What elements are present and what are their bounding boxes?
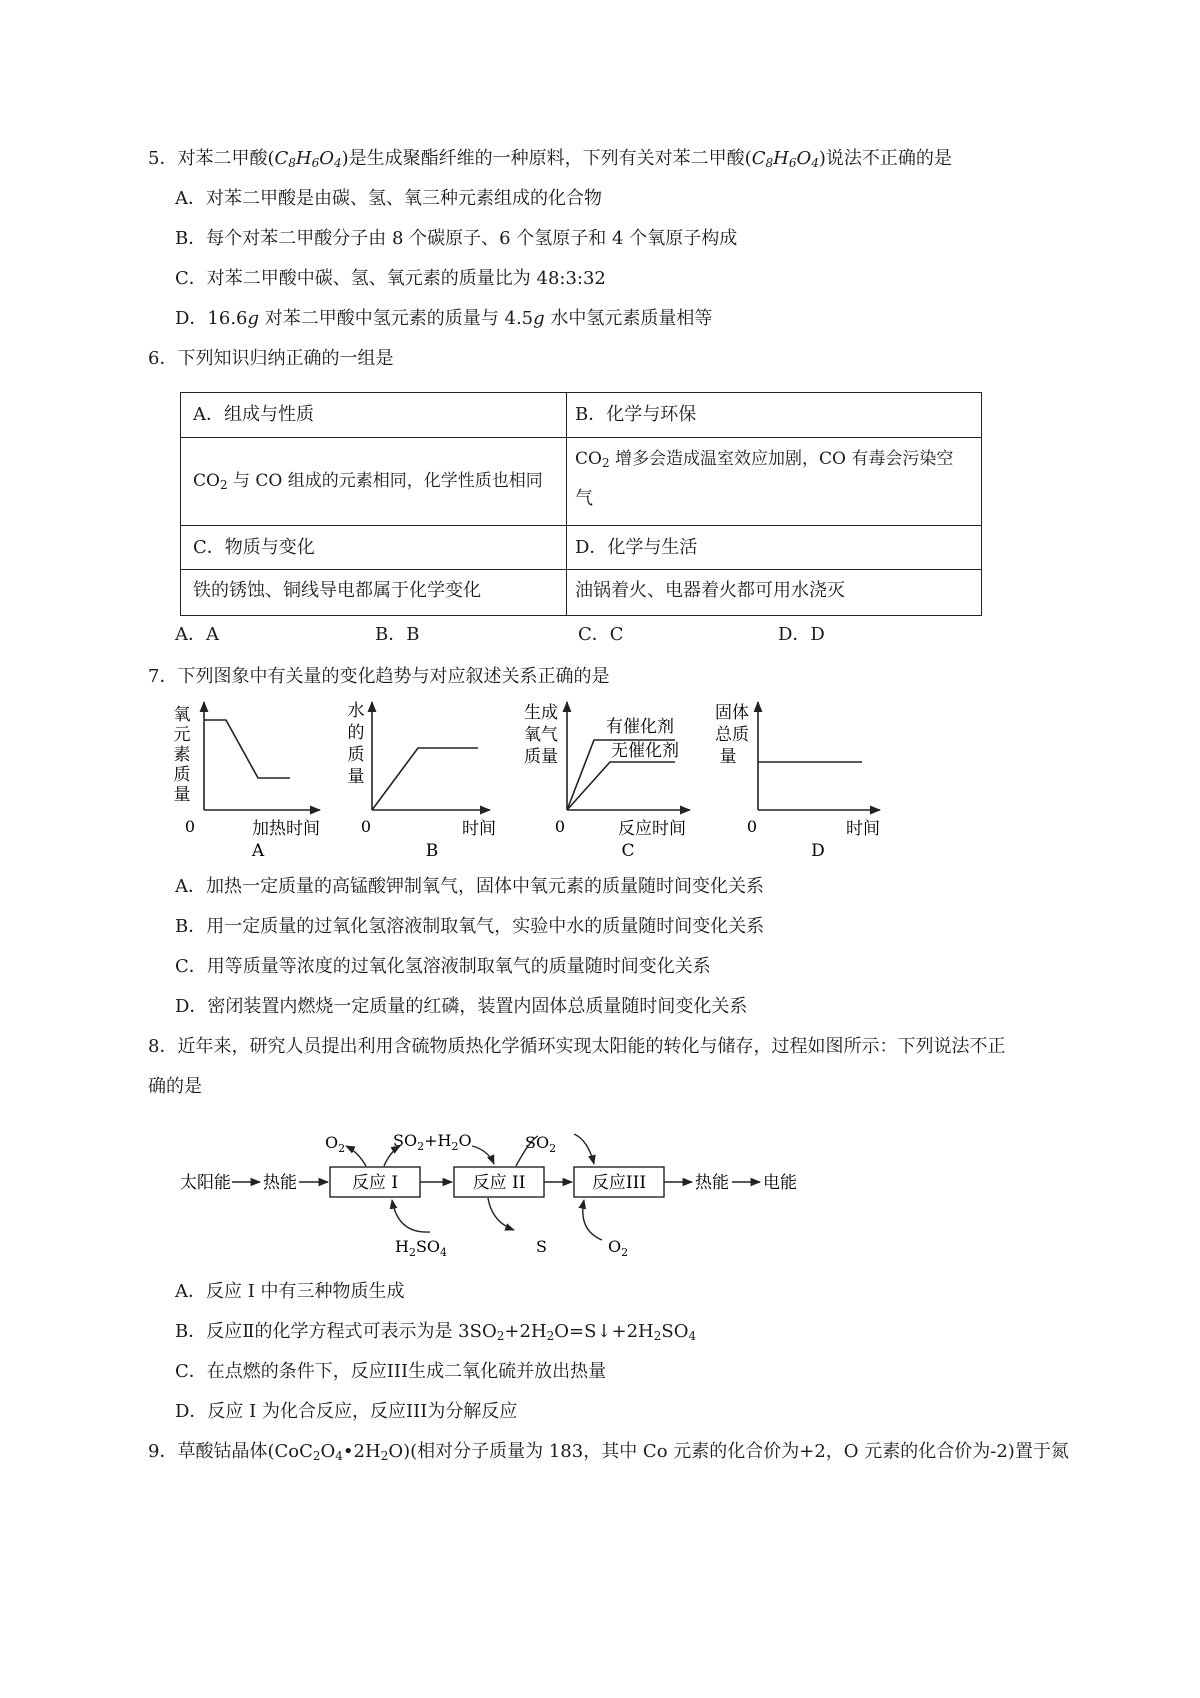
q5-option-c: C．对苯二甲酸中碳、氢、氧元素的质量比为 48:3:32 [175, 268, 606, 289]
graph-tag: C [621, 841, 635, 861]
q6-choice-c: C．C [578, 624, 624, 645]
so2-h2o-product-label: $SO_2+H_2O$ [393, 1131, 472, 1153]
o2-reactant-label: $O_2$ [608, 1237, 629, 1259]
electric-energy-label: 电能 [763, 1173, 797, 1193]
so2-product-label: $SO_2$ [525, 1133, 557, 1155]
q6-stem: 6．下列知识归纳正确的一组是 [148, 348, 394, 369]
so2-in-arrow [574, 1134, 594, 1164]
q8-option-a: A．反应 I 中有三种物质生成 [175, 1281, 405, 1302]
x-label: 时间 [462, 819, 496, 839]
y-label: 质 [347, 745, 365, 765]
q8-option-b: B．反应Ⅱ的化学方程式可表示为是 $3SO_2+2H_2O=S↓+2H_2SO_4$ [175, 1321, 697, 1343]
y-label: 量 [173, 785, 191, 805]
q8-option-c: C．在点燃的条件下，反应III生成二氧化硫并放出热量 [175, 1361, 607, 1382]
solar-energy-label: 太阳能 [180, 1173, 231, 1193]
y-label: 的 [347, 723, 365, 743]
origin-label: 0 [554, 817, 566, 836]
x-label: 加热时间 [252, 819, 320, 839]
x-label: 时间 [846, 819, 880, 839]
table-cell-d-body: 油锅着火、电器着火都可用水浇灭 [575, 580, 845, 601]
q6-choice-b: B．B [375, 624, 420, 645]
q5-stem: 5．对苯二甲酸$(C_8H_6O_4)$是生成聚酯纤维的一种原料，下列有关对苯二甲酸$(C_8H_6O_4)$说法不正确的是 [148, 148, 952, 170]
h2so4-label: $H_2SO_4$ [395, 1237, 448, 1259]
formula-c8h6o4: $C_8H_6O_4$ [274, 148, 342, 170]
y-label: 量 [719, 747, 737, 767]
table-cell-b-body: $CO_2$ 增多会造成温室效应加剧，CO 有毒会污染空 [575, 449, 954, 470]
q8-stem-line1: 8．近年来，研究人员提出利用含硫物质热化学循环实现太阳能的转化与储存，过程如图所示：下列说法不正 [148, 1036, 1006, 1057]
y-label: 固体 [715, 703, 749, 723]
q7-option-a: A．加热一定质量的高锰酸钾制氧气，固体中氧元素的质量随时间变化关系 [175, 876, 764, 897]
q8-stem-line2: 确的是 [148, 1076, 202, 1097]
q7-option-b: B．用一定质量的过氧化氢溶液制取氧气，实验中水的质量随时间变化关系 [175, 916, 765, 937]
table-cell-a-body: $CO_2$ 与 CO 组成的元素相同，化学性质也相同 [193, 471, 543, 492]
q5-option-a: A．对苯二甲酸是由碳、氢、氧三种元素组成的化合物 [175, 188, 602, 209]
y-label: 水 [347, 701, 365, 721]
y-label: 生成 [524, 703, 558, 723]
q5-option-d: D．16.6g 对苯二甲酸中氢元素的质量与 4.5g 水中氢元素质量相等 [175, 308, 713, 329]
o2-out-arrow [346, 1146, 366, 1166]
heat-energy-label: 热能 [263, 1173, 297, 1193]
reaction-ii-label: 反应 II [472, 1173, 526, 1193]
table-cell-b-head: B．化学与环保 [575, 404, 697, 425]
q7-option-c: C．用等质量等浓度的过氧化氢溶液制取氧气的质量随时间变化关系 [175, 956, 711, 977]
y-label: 总质 [715, 725, 749, 745]
y-label: 量 [347, 767, 365, 787]
formula-c8h6o4: $C_8H_6O_4$ [751, 148, 819, 170]
y-label: 氧 [173, 705, 191, 725]
q7-option-d: D．密闭装置内燃烧一定质量的红磷，装置内固体总质量随时间变化关系 [175, 996, 748, 1017]
y-label: 质 [173, 765, 191, 785]
origin-label: 0 [360, 817, 372, 836]
y-label: 质量 [524, 747, 558, 767]
so2-h2o-in-arrow [472, 1146, 494, 1164]
origin-label: 0 [184, 817, 196, 836]
y-label: 元 [173, 725, 191, 745]
o2-product-label: $O_2$ [325, 1133, 346, 1155]
q6-choice-d: D．D [778, 624, 825, 645]
table-cell-c-head: C．物质与变化 [193, 537, 315, 558]
y-label: 素 [173, 745, 191, 765]
table-cell-d-head: D．化学与生活 [575, 537, 698, 558]
series-label: 无催化剂 [611, 741, 679, 761]
origin-label: 0 [746, 817, 758, 836]
graph-tag: A [251, 841, 265, 861]
graph-tag: B [425, 841, 439, 861]
sulfur-label: S [536, 1237, 547, 1256]
x-label: 反应时间 [618, 819, 686, 839]
series-label: 有催化剂 [606, 717, 674, 737]
reaction-i-label: 反应 I [351, 1173, 399, 1193]
h2so4-in-arrow [392, 1200, 430, 1232]
q9-stem: 9．草酸钴晶体$(CoC_2O_4•2H_2O)$(相对分子质量为 183，其中 Co 元素的化合价为+2，O 元素的化合价为-2)置于氮 [148, 1441, 1069, 1463]
y-label: 氧气 [524, 725, 558, 745]
q7-stem: 7．下列图象中有关量的变化趋势与对应叙述关系正确的是 [148, 666, 610, 687]
reaction-iii-label: 反应III [591, 1173, 647, 1193]
heat-energy-label: 热能 [695, 1173, 729, 1193]
table-cell-b-body-line2: 气 [575, 488, 593, 509]
s-out-arrow [488, 1198, 514, 1230]
q8-option-d: D．反应 I 为化合反应，反应III为分解反应 [175, 1401, 518, 1422]
q5-option-b: B．每个对苯二甲酸分子由 8 个碳原子、6 个氢原子和 4 个氧原子构成 [175, 228, 738, 249]
q6-choice-a: A．A [175, 624, 219, 645]
graph-tag: D [811, 841, 825, 861]
o2-in-arrow [583, 1200, 602, 1240]
table-cell-a-head: A．组成与性质 [193, 404, 314, 425]
table-cell-c-body: 铁的锈蚀、铜线导电都属于化学变化 [193, 580, 481, 601]
